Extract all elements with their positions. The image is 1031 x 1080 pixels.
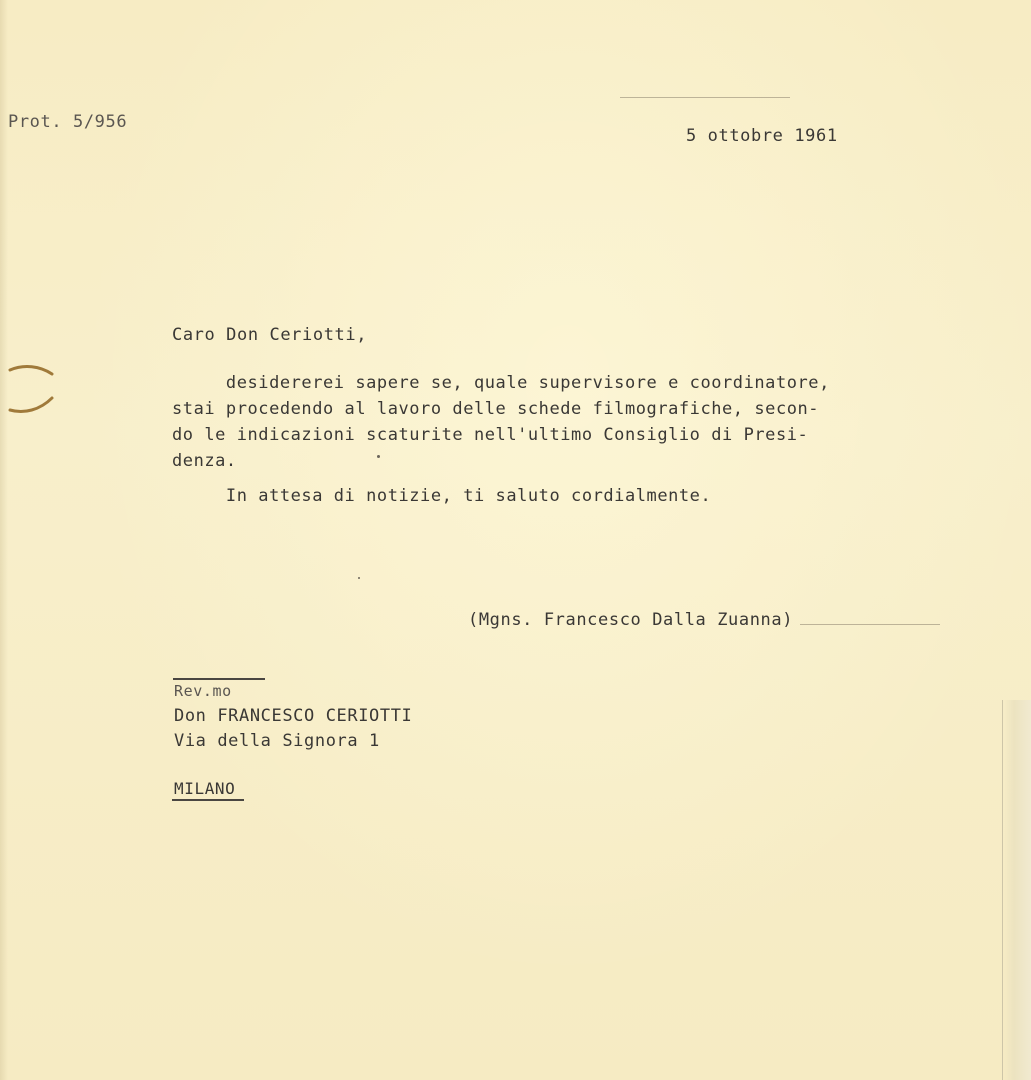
top-rule — [620, 97, 790, 98]
signature: (Mgns. Francesco Dalla Zuanna) — [468, 610, 794, 630]
recipient-title: Rev.mo — [174, 682, 232, 700]
recipient-city: MILANO — [174, 779, 236, 798]
closing-line: In attesa di notizie, ti saluto cordialmente. — [172, 486, 712, 506]
ink-speck — [358, 577, 360, 579]
body-line: stai procedendo al lavoro delle schede filmografiche, secon- — [172, 399, 820, 419]
salutation: Caro Don Ceriotti, — [172, 325, 368, 345]
recipient-street: Via della Signora 1 — [174, 731, 380, 751]
page-left-edge — [0, 0, 8, 1080]
paperclip-mark-bottom — [6, 394, 56, 416]
city-underline — [172, 799, 244, 801]
paperclip-mark-top — [6, 362, 56, 384]
recipient-rule — [173, 678, 265, 680]
body-line: denza. — [172, 451, 237, 471]
body-line: do le indicazioni scaturite nell'ultimo Consiglio di Presi- — [172, 425, 809, 445]
page-right-edge — [1002, 700, 1031, 1080]
letter-date: 5 ottobre 1961 — [686, 126, 838, 146]
protocol-number: Prot. 5/956 — [8, 112, 128, 132]
signature-rule — [800, 624, 940, 625]
ink-speck — [377, 455, 380, 458]
recipient-name: Don FRANCESCO CERIOTTI — [174, 706, 413, 726]
body-line: desidererei sapere se, quale supervisore e coordinatore, — [172, 373, 830, 393]
